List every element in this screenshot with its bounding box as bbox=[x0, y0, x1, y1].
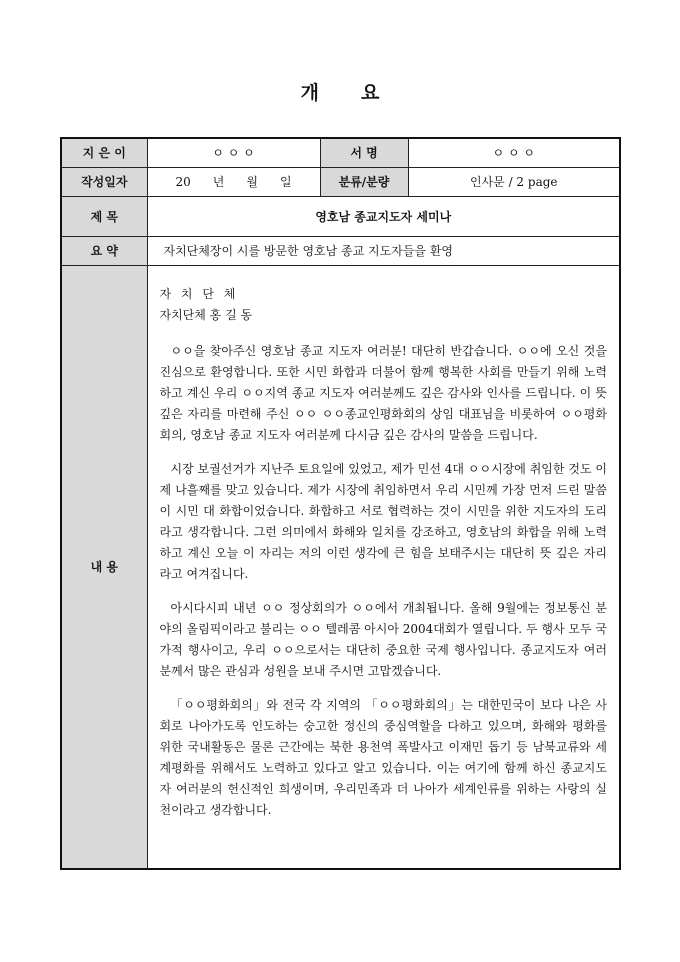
content-paragraph: 「ㅇㅇ평화회의」와 전국 각 지역의 「ㅇㅇ평화회의」는 대한민국이 보다 나은 사회로 나아가도록 인도하는 숭고한 정신의 중심역할을 다하고 있으며, 화해와 평화를 위한 국내활동은 물론 근간에는 북한 용천역 폭발사고 이재민 돕기 등 남북교류와 세계평화를 위해서도 노력하고 있다고 알고 있습니다. 이는 여기에 함께 하신 종교지도자 여러분의 헌신적인 희생이며, 우리민족과 더 나아가 세계인류를 위하는 사랑의 실천이라고 생각합니다. bbox=[159, 697, 607, 817]
row-date bbox=[61, 167, 620, 196]
row-summary bbox=[61, 236, 620, 265]
content-label: 내 용 bbox=[61, 265, 147, 869]
subject-value: 영호남 종교지도자 세미나 bbox=[147, 196, 620, 236]
category-label: 분류/분량 bbox=[320, 167, 408, 196]
date-unit-year: 년 bbox=[212, 175, 225, 189]
date-year: 20 bbox=[175, 175, 191, 189]
category-value: 인사문 / 2 page bbox=[408, 167, 620, 196]
date-unit-month: 월 bbox=[246, 175, 258, 189]
date-unit-day: 일 bbox=[279, 175, 292, 189]
date-value bbox=[147, 167, 320, 196]
row-author bbox=[61, 138, 620, 167]
page-title-part-2: 요 bbox=[361, 82, 380, 104]
content-header-signer: 자치단체 홍 길 동 bbox=[159, 307, 253, 322]
summary-value: 자치단체장이 시를 방문한 영호남 종교 지도자들을 환영 bbox=[147, 236, 620, 265]
summary-label: 요 약 bbox=[61, 236, 147, 265]
subject-label: 제 목 bbox=[61, 196, 147, 236]
content-header-org: 자 치 단 체 bbox=[159, 286, 239, 301]
content-body bbox=[147, 265, 620, 869]
author-label: 지 은 이 bbox=[61, 138, 147, 167]
author-value: ㅇ ㅇ ㅇ bbox=[147, 138, 320, 167]
content-paragraph: ㅇㅇ을 찾아주신 영호남 종교 지도자 여러분! 대단히 반갑습니다. ㅇㅇ에 오신 것을 진심으로 환영합니다. 또한 시민 화합과 더불어 함께 행복한 사회를 만들기 위해 노력하고 계신 우리 ㅇㅇ지역 종교 지도자 여러분께도 깊은 감사와 인사를 드립니다. 이 뜻 깊은 자리를 마련해 주신 ㅇㅇ ㅇㅇ종교인평화회의 상임 대표님을 비롯하여 ㅇㅇ평화회의, 영호남 종교 지도자 여러분께 다시금 깊은 감사의 말씀을 드립니다. bbox=[159, 343, 607, 442]
content-paragraph: 시장 보궐선거가 지난주 토요일에 있었고, 제가 민선 4대 ㅇㅇ시장에 취임한 것도 이제 나흘째를 맞고 있습니다. 제가 시장에 취임하면서 우리 시민께 가장 먼저 드린 말씀이 시민 대 화합이었습니다. 화합하고 서로 협력하는 것이 시민을 위한 지도자의 도리라고 생각합니다. 그런 의미에서 화해와 일치를 강조하고, 영호남의 화합을 위해 노력하고 계신 오늘 이 자리는 저의 이런 생각에 큰 힘을 보태주시는 대단히 뜻 깊은 자리라고 여겨집니다. bbox=[159, 461, 607, 581]
signature-value: ㅇ ㅇ ㅇ bbox=[408, 138, 620, 167]
page-title-part-1: 개 bbox=[300, 82, 319, 104]
summary-form-table bbox=[60, 137, 621, 870]
row-content bbox=[61, 265, 620, 869]
signature-label: 서 명 bbox=[320, 138, 408, 167]
row-subject bbox=[61, 196, 620, 236]
date-label: 작성일자 bbox=[61, 167, 147, 196]
content-header bbox=[160, 284, 608, 326]
page-title bbox=[0, 78, 680, 105]
content-paragraph: 아시다시피 내년 ㅇㅇ 정상회의가 ㅇㅇ에서 개최됩니다. 올해 9월에는 정보통신 분야의 올림픽이라고 불리는 ㅇㅇ 텔레콤 아시아 2004대회가 열립니다. 두 행사 모두 국가적 행사이고, 우리 ㅇㅇ으로서는 대단히 중요한 국제 행사입니다. 종교지도자 여러분께서 많은 관심과 성원을 보내 주시면 고맙겠습니다. bbox=[159, 600, 607, 678]
